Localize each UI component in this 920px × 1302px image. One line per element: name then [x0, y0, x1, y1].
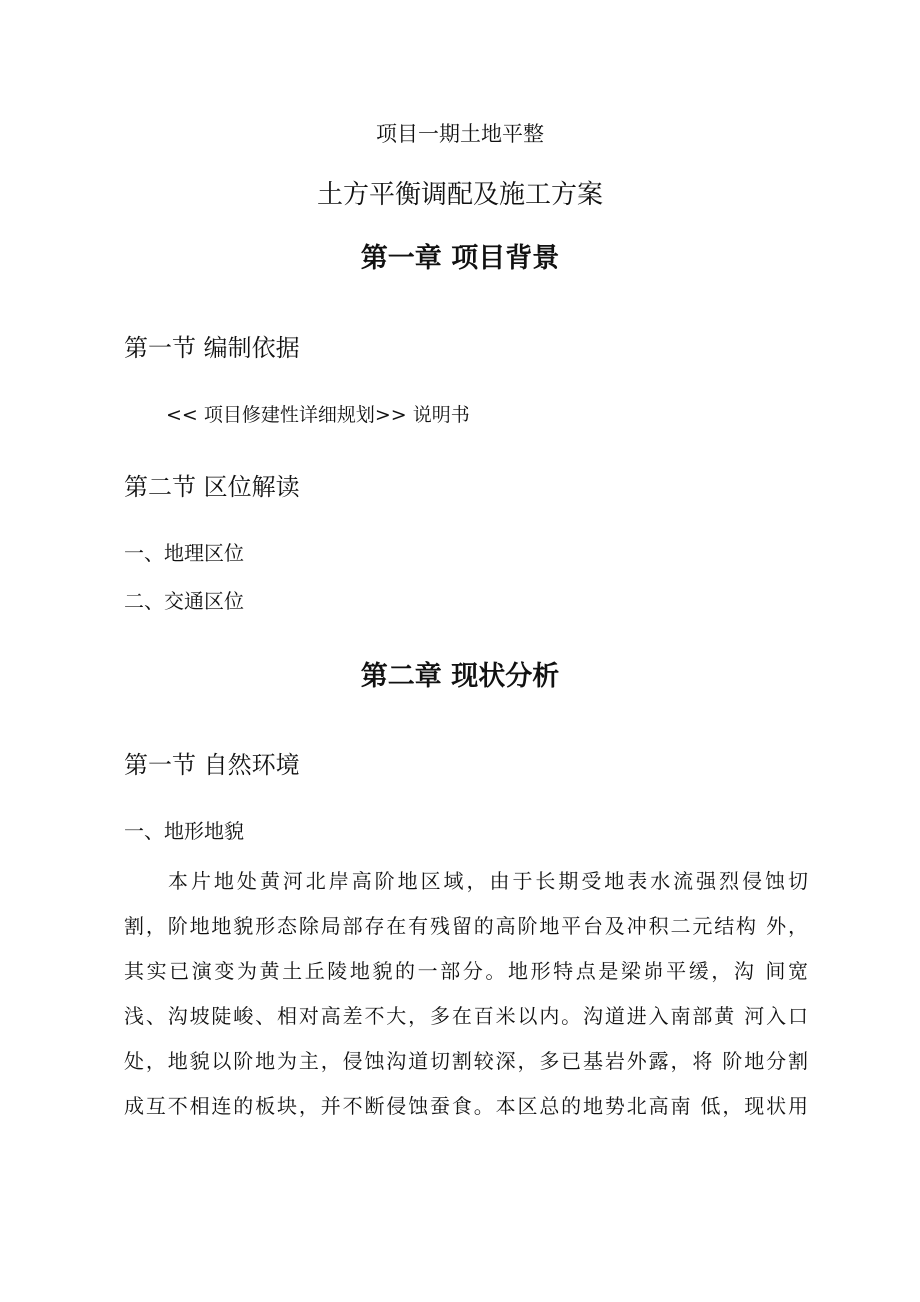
document-subtitle: 项目一期土地平整: [376, 122, 544, 146]
chapter-1-section-1-heading: 第一节 编制依据: [124, 334, 300, 362]
paragraph-line: 割，阶地地貌形态除局部存在有残留的高阶地平台及冲积二元结构 外，: [124, 914, 808, 938]
paragraph-line: 浅、沟坡陡峻、相对高差不大，多在百米以内。沟道进入南部黄 河入口: [124, 1004, 808, 1028]
chapter-1-section-2-heading: 第二节 区位解读: [124, 473, 300, 501]
paragraph-line: 本片地处黄河北岸高阶地区域，由于长期受地表水流强烈侵蚀切: [168, 869, 808, 893]
chapter-2-heading: 第二章 现状分析: [360, 661, 560, 692]
paragraph-line: 其实已演变为黄土丘陵地貌的一部分。地形特点是梁峁平缓，沟 间宽: [124, 959, 808, 983]
chapter-2-section-1-heading: 第一节 自然环境: [124, 751, 300, 779]
paragraph-line: 处，地貌以阶地为主，侵蚀沟道切割较深，多已基岩外露，将 阶地分割: [124, 1049, 808, 1073]
topography-paragraph: [124, 859, 808, 1129]
chapter-1-heading: 第一章 项目背景: [360, 243, 560, 274]
list-item-traffic-location: 二、交通区位: [124, 589, 244, 613]
reference-document: << 项目修建性详细规划>> 说明书: [166, 404, 470, 426]
paragraph-line: 成互不相连的板块，并不断侵蚀蚕食。本区总的地势北高南 低，现状用: [124, 1094, 808, 1118]
list-item-topography: 一、地形地貌: [124, 819, 244, 843]
list-item-geographic-location: 一、地理区位: [124, 541, 244, 565]
document-title: 土方平衡调配及施工方案: [316, 180, 603, 210]
